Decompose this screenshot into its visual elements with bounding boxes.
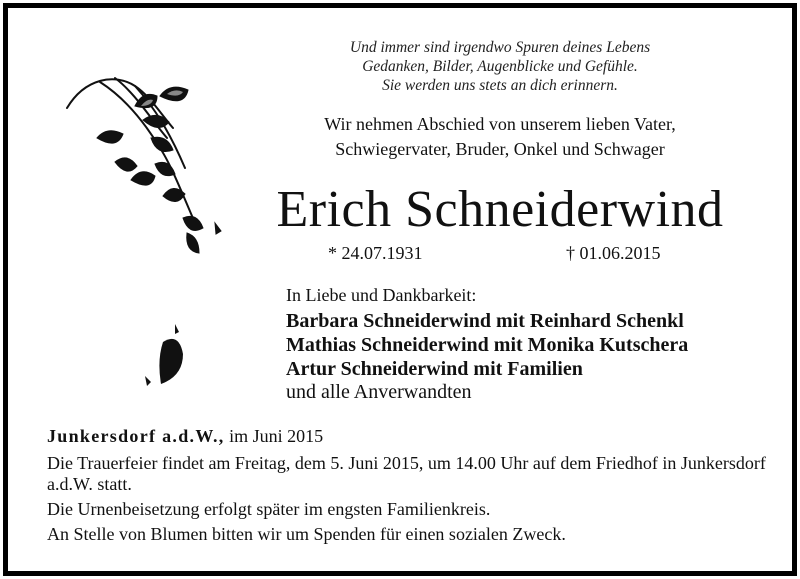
place: Junkersdorf a.d.W.,: [47, 426, 225, 446]
donation-request: An Stelle von Blumen bitten wir um Spenden für einen sozialen Zweck.: [47, 524, 566, 544]
verse-line: Und immer sind irgendwo Spuren deines Lebens: [349, 39, 651, 56]
intro-line: Wir nehmen Abschied von unserem lieben Vater,: [324, 114, 676, 134]
place-date-line: [47, 426, 323, 447]
mourner-name: Artur Schneiderwind mit Familien: [286, 358, 583, 380]
notice-date: im Juni 2015: [224, 426, 324, 446]
deceased-name: Erich Schneiderwind: [276, 181, 724, 238]
other-mourners: und alle Anverwandten: [286, 381, 472, 403]
funeral-info: Die Trauerfeier findet am Freitag, dem 5. Juni 2015, um 14.00 Uhr auf dem Friedhof in Junkersdorf a.d.W. statt.: [47, 453, 766, 494]
urn-burial-info: Die Urnenbeisetzung erfolgt später im engsten Familienkreis.: [47, 499, 491, 519]
mourner-name: Barbara Schneiderwind mit Reinhard Schenkl: [286, 310, 684, 332]
death-date: † 01.06.2015: [566, 243, 661, 263]
birth-date: * 24.07.1931: [328, 243, 423, 263]
birch-branch-icon: [55, 68, 245, 268]
intro-line: Schwiegervater, Bruder, Onkel und Schwager: [335, 139, 665, 159]
mourners-label: In Liebe und Dankbarkeit:: [286, 285, 477, 305]
mourner-name: Mathias Schneiderwind mit Monika Kutschera: [286, 334, 689, 356]
verse-line: Gedanken, Bilder, Augenblicke und Gefühle.: [362, 58, 638, 75]
verse-line: Sie werden uns stets an dich erinnern.: [382, 77, 618, 94]
falling-leaf-icon: [135, 318, 195, 390]
